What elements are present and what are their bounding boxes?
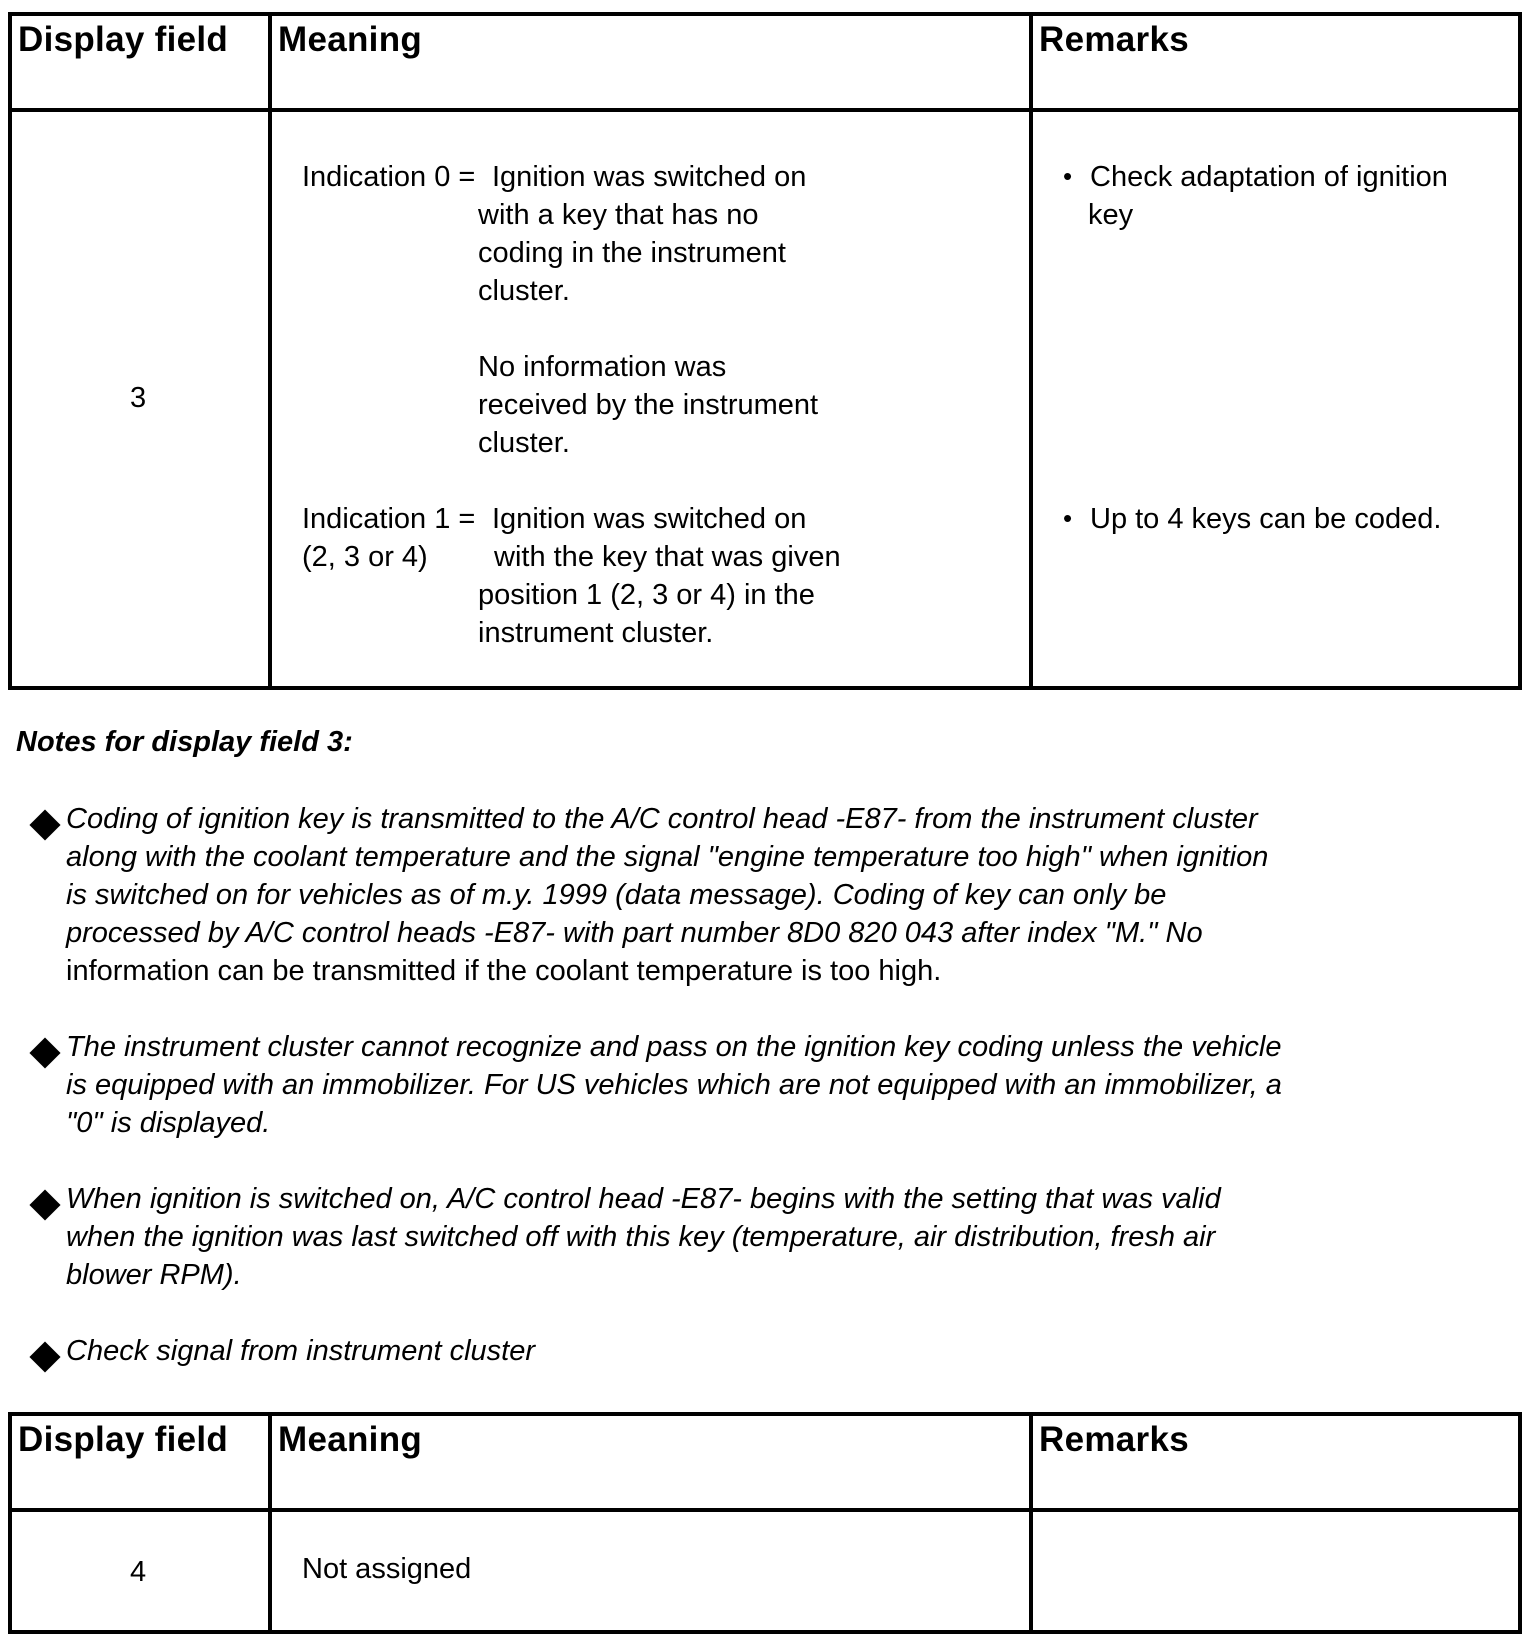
- note-line: is equipped with an immobilizer. For US vehicles which are not equipped with an immobilizer, a: [66, 1069, 1282, 1101]
- header-divider: [12, 1508, 1518, 1512]
- bullet-icon: •: [1063, 503, 1073, 533]
- notes-title: Notes for display field 3:: [16, 726, 353, 758]
- note-item: [30, 1332, 1360, 1372]
- indication-0-line: with a key that has no: [478, 199, 759, 231]
- bullet-icon: •: [1063, 161, 1073, 191]
- note-line: blower RPM).: [66, 1259, 242, 1291]
- note-item: [30, 800, 1360, 990]
- note-line: Coding of ignition key is transmitted to the A/C control head -E87- from the instrument cluster: [66, 803, 1258, 835]
- header-meaning: Meaning: [278, 1420, 423, 1459]
- header-meaning: Meaning: [278, 20, 423, 59]
- indication-0-line: Ignition was switched on: [492, 161, 807, 193]
- display-field-4-table: [8, 1412, 1522, 1634]
- indication-1-sub-label: (2, 3 or 4): [302, 541, 428, 573]
- note-line: along with the coolant temperature and the signal "engine temperature too high" when ignition: [66, 841, 1269, 873]
- note-line: information can be transmitted if the coolant temperature is too high.: [66, 955, 942, 987]
- indication-0-extra-line: No information was: [478, 351, 727, 383]
- note-line: Check signal from instrument cluster: [66, 1335, 535, 1367]
- header-remarks: Remarks: [1039, 20, 1189, 59]
- indication-1-line: instrument cluster.: [478, 617, 714, 649]
- indication-1-line: with the key that was given: [494, 541, 841, 573]
- note-text: [66, 1180, 1366, 1294]
- header-divider: [12, 108, 1518, 112]
- remark-text: key: [1088, 199, 1134, 231]
- indication-0-line: coding in the instrument: [478, 237, 786, 269]
- indication-1-line: Ignition was switched on: [492, 503, 807, 535]
- remark-text: Check adaptation of ignition: [1090, 161, 1448, 193]
- indication-0-extra-line: cluster.: [478, 427, 570, 459]
- column-divider: [1029, 1416, 1033, 1630]
- note-line: when the ignition was last switched off with this key (temperature, air distribution, fresh air: [66, 1221, 1216, 1253]
- note-text: [66, 800, 1366, 990]
- meaning-text: Not assigned: [302, 1553, 472, 1585]
- indication-0-label: Indication 0 =: [302, 161, 476, 193]
- note-text: [66, 1028, 1366, 1142]
- diamond-bullet-icon: [29, 809, 60, 840]
- header-display-field: Display field: [18, 20, 229, 59]
- note-text: [66, 1332, 1366, 1370]
- note-line: processed by A/C control heads -E87- with part number 8D0 820 043 after index "M." No: [66, 917, 1203, 949]
- diamond-bullet-icon: [29, 1037, 60, 1068]
- note-line: is switched on for vehicles as of m.y. 1999 (data message). Coding of key can only be: [66, 879, 1167, 911]
- note-line: "0" is displayed.: [66, 1107, 271, 1139]
- remark-text: Up to 4 keys can be coded.: [1090, 503, 1442, 535]
- display-field-3-table: [8, 12, 1522, 690]
- column-divider: [1029, 16, 1033, 686]
- indication-0-line: cluster.: [478, 275, 570, 307]
- header-remarks: Remarks: [1039, 1420, 1189, 1459]
- display-field-number: 4: [130, 1556, 147, 1588]
- column-divider: [268, 1416, 272, 1630]
- indication-1-line: position 1 (2, 3 or 4) in the: [478, 579, 815, 611]
- note-line: The instrument cluster cannot recognize and pass on the ignition key coding unless the vehicle: [66, 1031, 1282, 1063]
- diamond-bullet-icon: [29, 1189, 60, 1220]
- note-line: When ignition is switched on, A/C control head -E87- begins with the setting that was valid: [66, 1183, 1221, 1215]
- indication-0-extra-line: received by the instrument: [478, 389, 819, 421]
- note-item: [30, 1028, 1360, 1142]
- indication-1-label: Indication 1 =: [302, 503, 476, 535]
- column-divider: [268, 16, 272, 686]
- diamond-bullet-icon: [29, 1341, 60, 1372]
- display-field-number: 3: [130, 382, 147, 414]
- header-display-field: Display field: [18, 1420, 229, 1459]
- note-item: [30, 1180, 1360, 1294]
